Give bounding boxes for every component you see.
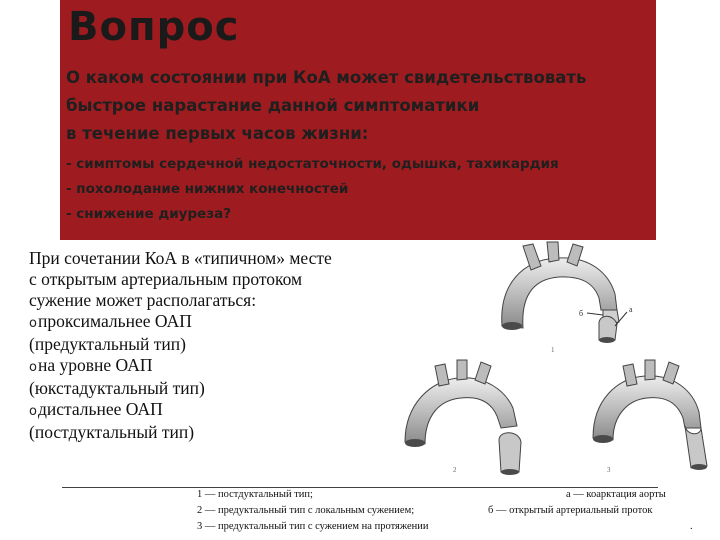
vessel-lumen (501, 469, 519, 475)
fig1-label-a: а (629, 305, 633, 314)
caption-item: а — коарктация аорты (566, 489, 666, 500)
bullet-text: на уровне ОАП (37, 355, 153, 375)
aortic-arch-shape (502, 258, 617, 328)
symptom-item: - похолодание нижних конечностей (66, 181, 349, 197)
intro-line: сужение может располагаться: (29, 290, 257, 310)
vessel-lumen (502, 322, 522, 330)
fig2-number: 2 (453, 466, 457, 474)
bullet-subtext: (постдуктальный тип) (29, 422, 195, 442)
bullet-marker: o (29, 316, 37, 331)
coarctation-diagram (395, 240, 720, 488)
intro-line: с открытым артериальным протоком (29, 269, 303, 289)
descending-aorta-stub (499, 433, 521, 472)
question-line: в течение первых часов жизни: (66, 124, 369, 143)
vessel-lumen (593, 435, 613, 443)
question-line: быстрое нарастание данной симптоматики (66, 96, 480, 115)
fig3-number: 3 (607, 466, 611, 474)
symptom-item: - симптомы сердечной недостаточности, одышка, тахикардия (66, 156, 559, 172)
arch-branch-vessel (523, 244, 541, 270)
intro-line: При сочетании КоА в «типичном» месте (29, 248, 332, 268)
bullet-subtext: (предуктальный тип) (29, 334, 186, 354)
caption-item: 3 — предуктальный тип с сужением на протяжении (197, 521, 429, 532)
arch-branch-vessel (547, 242, 559, 262)
bullet-item (29, 311, 399, 334)
bullet-item (29, 355, 399, 378)
fig1-label-b: б (579, 309, 584, 318)
question-text (66, 64, 656, 148)
fig1-number: 1 (551, 346, 555, 354)
vessel-lumen (405, 439, 425, 447)
aorta-figure-1 (502, 242, 633, 354)
caption-item: б — открытый артериальный проток (488, 505, 653, 516)
bullet-text: дистальнее ОАП (37, 399, 163, 419)
bullet-subtext: (юкстадуктальный тип) (29, 378, 205, 398)
bullet-marker: o (29, 360, 37, 375)
arch-branch-vessel (457, 360, 467, 380)
symptom-item: - снижение диуреза? (66, 206, 232, 222)
aorta-figure-2 (405, 360, 521, 475)
descending-aorta-stub (685, 426, 707, 468)
ductus-arteriosus (599, 316, 617, 340)
arch-branch-vessel (435, 364, 449, 386)
bullet-item (29, 399, 399, 422)
caption-item: . (690, 521, 693, 532)
caption-divider (62, 487, 658, 488)
aortic-arch-shape (405, 378, 517, 444)
vessel-lumen (691, 464, 707, 470)
aorta-figure-3 (593, 360, 707, 474)
arch-branch-vessel (663, 362, 679, 384)
label-pointer (587, 313, 603, 315)
symptom-list (66, 152, 656, 227)
arch-branch-vessel (645, 360, 655, 380)
question-title: Вопрос (68, 4, 240, 50)
bullet-text: проксимальнее ОАП (37, 311, 192, 331)
aortic-arch-shape (593, 376, 701, 440)
bullet-marker: o (29, 404, 37, 419)
question-line: О каком состоянии при КоА может свидетельствовать (66, 68, 587, 87)
vessel-lumen (599, 337, 615, 343)
arch-branch-vessel (475, 362, 491, 384)
caption-item: 2 — предуктальный тип с локальным сужением; (197, 505, 415, 516)
explanation-text (29, 248, 399, 443)
caption-item: 1 — постдуктальный тип; (197, 489, 313, 500)
